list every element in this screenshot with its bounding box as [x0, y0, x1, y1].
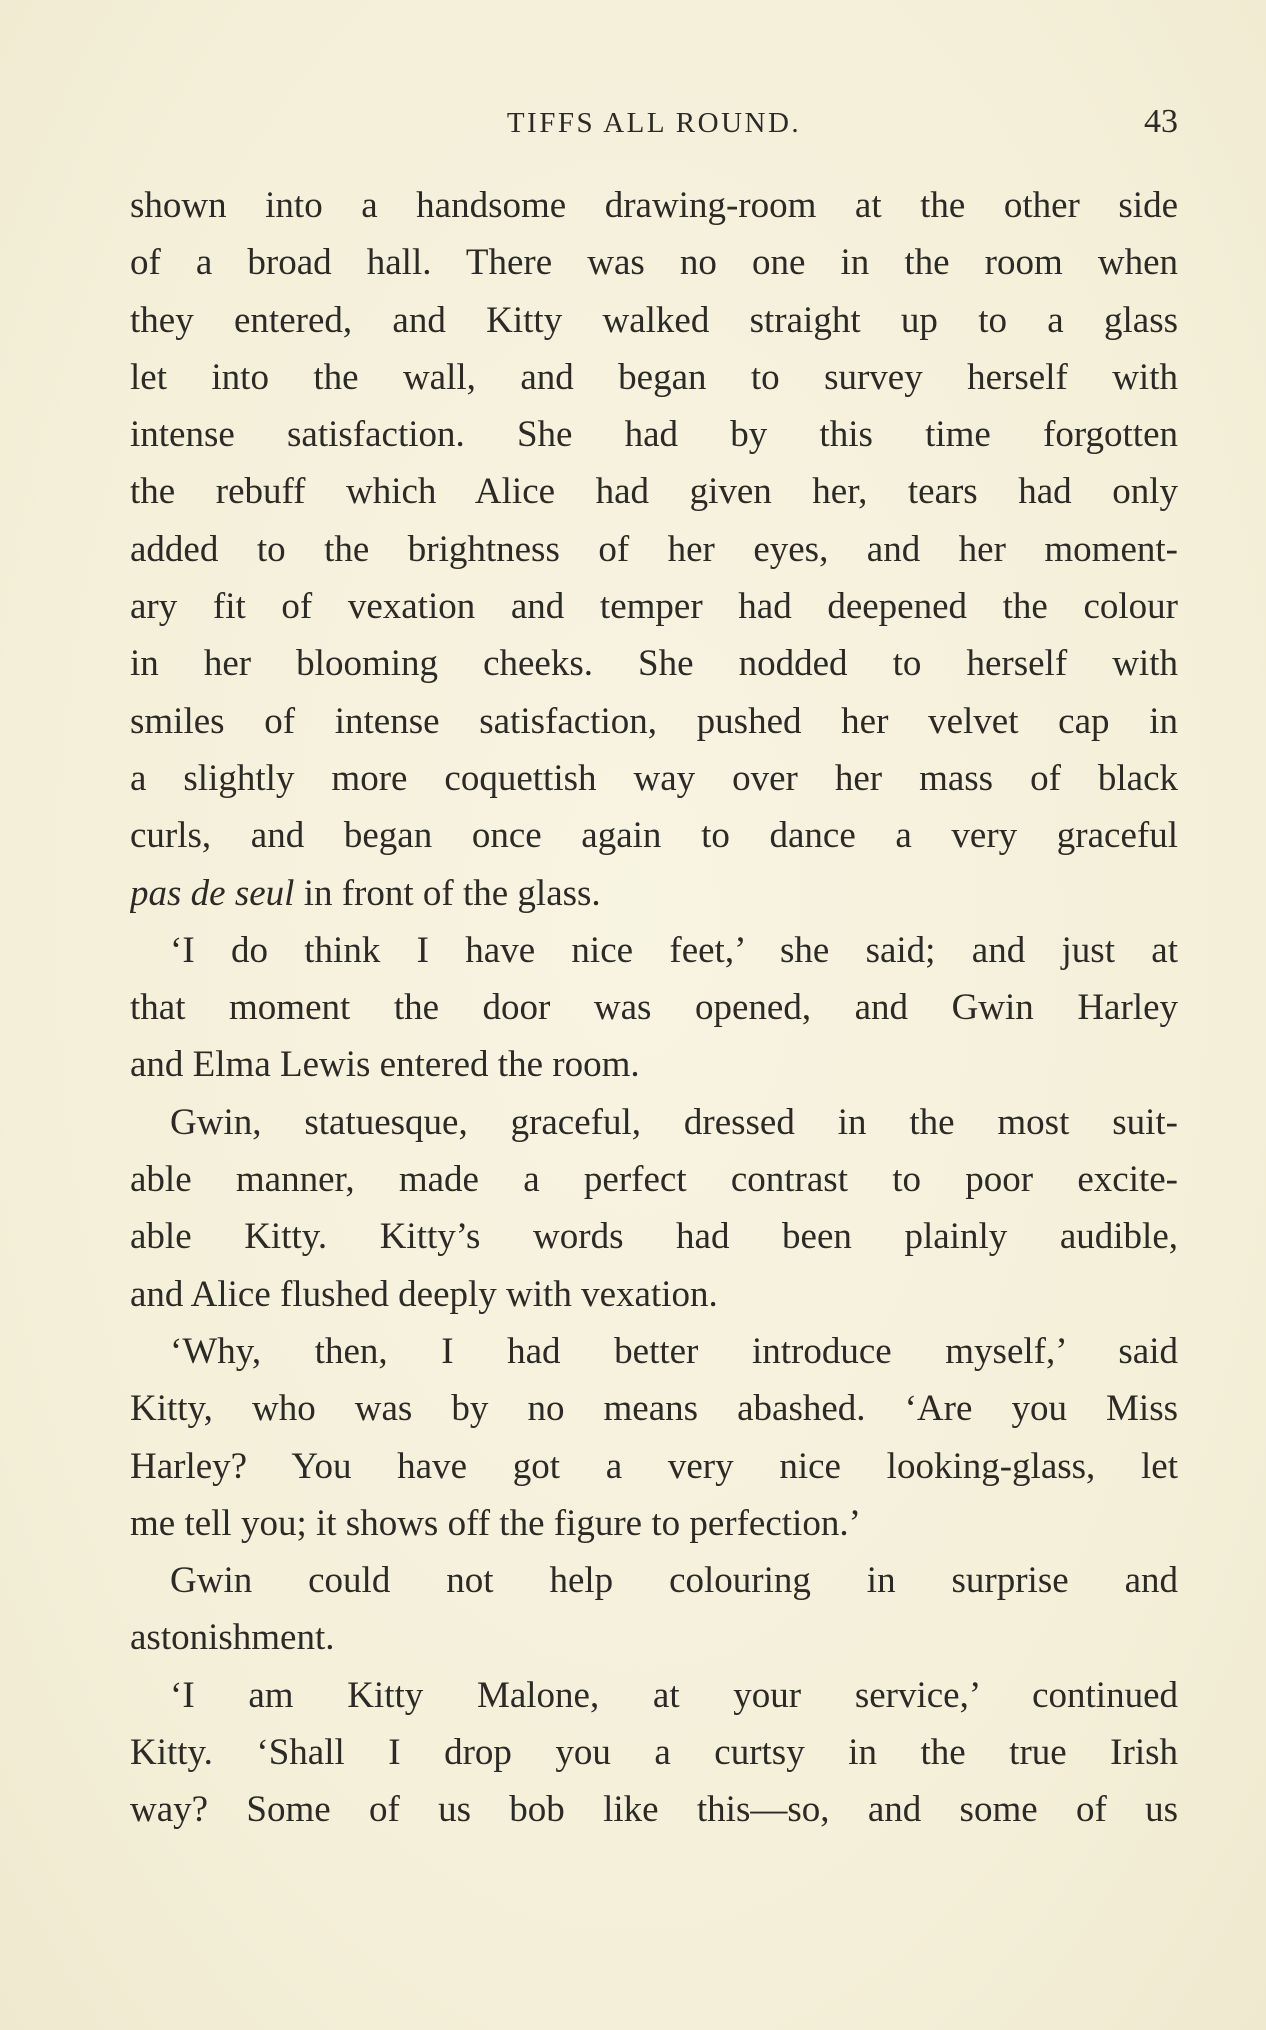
text-line: curls, and began once again to dance a very graceful — [130, 815, 1178, 857]
text-line: and Alice flushed deeply with vexation. — [130, 1273, 718, 1315]
running-title: TIFFS ALL ROUND. — [506, 107, 802, 139]
text-line: Harley? You have got a very nice looking-glass, let — [130, 1445, 1178, 1487]
italic-phrase: pas de seul — [130, 872, 295, 914]
text-line: and Elma Lewis entered the room. — [130, 1044, 640, 1086]
text-line: able Kitty. Kitty’s words had been plainly audible, — [130, 1216, 1178, 1258]
text-line: that moment the door was opened, and Gwin Harley — [130, 987, 1178, 1029]
running-head — [130, 103, 1178, 143]
text-line: added to the brightness of her eyes, and her moment- — [130, 528, 1178, 570]
text-line: intense satisfaction. She had by this time forgotten — [130, 414, 1178, 456]
text-line: in her blooming cheeks. She nodded to herself with — [130, 643, 1178, 685]
text-line: the rebuff which Alice had given her, tears had only — [130, 471, 1178, 513]
text-line: way? Some of us bob like this—so, and some of us — [130, 1789, 1178, 1831]
text-line: a slightly more coquettish way over her mass of black — [130, 757, 1178, 799]
text-line: of a broad hall. There was no one in the room when — [130, 242, 1178, 284]
body-text — [130, 177, 1178, 1839]
text-line: they entered, and Kitty walked straight up to a glass — [130, 299, 1178, 341]
text-line: me tell you; it shows off the figure to perfection.’ — [130, 1502, 861, 1544]
text-line: ary fit of vexation and temper had deepened the colour — [130, 586, 1178, 628]
text-line: shown into a handsome drawing-room at the other side — [130, 185, 1178, 226]
text-line: ‘I do think I have nice feet,’ she said; and just at — [170, 929, 1178, 971]
text-line-with-italic — [130, 865, 1178, 922]
text-line-rest: in front of the glass. — [294, 872, 601, 914]
text-line: astonishment. — [130, 1617, 335, 1659]
text-line: let into the wall, and began to survey herself with — [130, 356, 1178, 398]
text-line: ‘I am Kitty Malone, at your service,’ continued — [170, 1674, 1178, 1716]
text-line: ‘Why, then, I had better introduce myself,’ said — [170, 1330, 1178, 1372]
text-line: smiles of intense satisfaction, pushed her velvet cap in — [130, 700, 1178, 742]
text-line: able manner, made a perfect contrast to poor excite- — [130, 1159, 1178, 1201]
text-line: Gwin could not help colouring in surprise and — [170, 1560, 1178, 1602]
text-line: Gwin, statuesque, graceful, dressed in the most suit- — [170, 1101, 1178, 1143]
page-number: 43 — [1144, 103, 1178, 140]
text-line: Kitty. ‘Shall I drop you a curtsy in the true Irish — [130, 1732, 1178, 1774]
text-line: Kitty, who was by no means abashed. ‘Are you Miss — [130, 1388, 1178, 1430]
